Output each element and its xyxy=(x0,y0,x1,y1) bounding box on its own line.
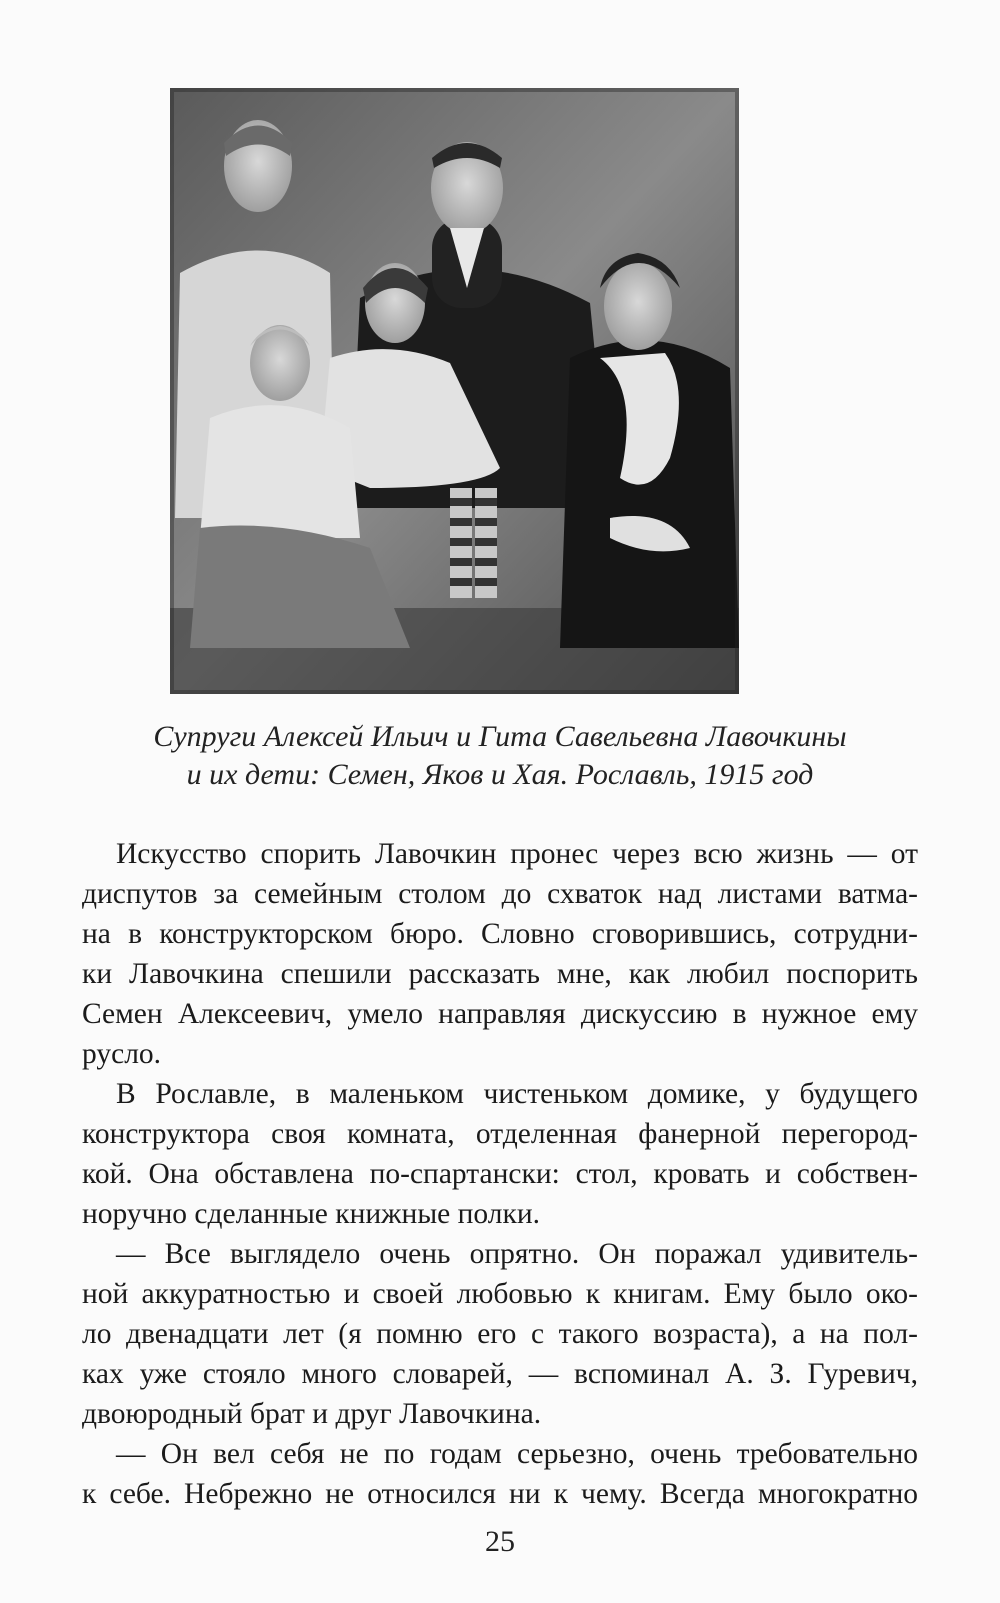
family-photo xyxy=(170,88,739,694)
body-line: ной аккуратностью и своей любовью к книгам. Ему было око- xyxy=(82,1278,918,1310)
body-line: Искусство спорить Лавочкин пронес через всю жизнь — от xyxy=(116,838,918,870)
body-line: к себе. Небрежно не относился ни к чему. Всегда многократно xyxy=(82,1478,918,1510)
body-text xyxy=(82,834,918,1514)
page-number: 25 xyxy=(485,1525,515,1558)
body-line: ло двенадцати лет (я помню его с такого возраста), а на пол- xyxy=(82,1318,918,1350)
body-line: диспутов за семейным столом до схваток над листами ватма- xyxy=(82,878,918,910)
body-line: ках уже стояло много словарей, — вспоминал А. З. Гуревич, xyxy=(82,1358,918,1390)
body-line: кой. Она обставлена по-спартански: стол, кровать и собствен- xyxy=(82,1158,918,1190)
body-line: русло. xyxy=(82,1038,162,1070)
body-line: ки Лавочкина спешили рассказать мне, как любил поспорить xyxy=(82,958,918,990)
body-line: двоюродный брат и друг Лавочкина. xyxy=(82,1398,542,1430)
body-line: конструктора своя комната, отделенная фанерной перегород- xyxy=(82,1118,918,1150)
caption-line-2: и их дети: Семен, Яков и Хая. Рославль, 1915 год xyxy=(186,758,814,791)
photo-caption xyxy=(60,718,940,794)
body-line: В Рославле, в маленьком чистеньком домике, у будущего xyxy=(116,1078,918,1110)
body-line: на в конструкторском бюро. Словно сговорившись, сотрудни- xyxy=(82,918,918,950)
family-portrait-photo-icon xyxy=(170,88,739,694)
caption-line-1: Супруги Алексей Ильич и Гита Савельевна Лавочкины xyxy=(153,720,847,753)
body-line: норучно сделанные книжные полки. xyxy=(82,1198,540,1230)
body-line: — Все выглядело очень опрятно. Он поражал удивитель- xyxy=(116,1238,918,1270)
body-line: — Он вел себя не по годам серьезно, очень требовательно xyxy=(116,1438,918,1470)
body-line: Семен Алексеевич, умело направляя дискуссию в нужное ему xyxy=(82,998,918,1030)
